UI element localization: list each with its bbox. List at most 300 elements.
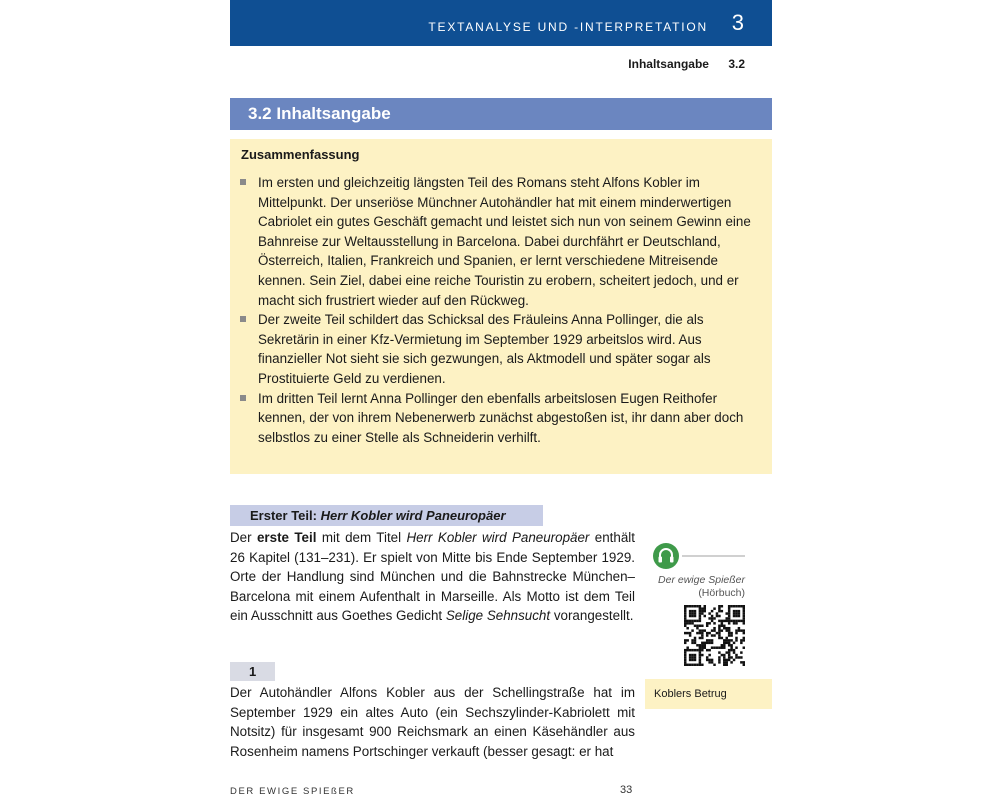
- qr-module: [723, 625, 725, 627]
- qr-module: [699, 654, 701, 656]
- qr-module: [721, 605, 723, 607]
- qr-module: [708, 622, 710, 624]
- qr-module: [730, 605, 732, 607]
- qr-module: [723, 659, 725, 661]
- qr-module: [735, 612, 737, 614]
- qr-module: [740, 656, 742, 658]
- qr-module: [686, 627, 688, 629]
- qr-module: [728, 644, 730, 646]
- qr-module: [691, 664, 693, 666]
- qr-module: [721, 654, 723, 656]
- qr-module: [696, 625, 698, 627]
- qr-module: [743, 607, 745, 609]
- part-title: Herr Kobler wird Paneuropäer: [320, 508, 506, 523]
- qr-module: [743, 646, 745, 648]
- qr-module: [711, 661, 713, 663]
- qr-module: [711, 646, 713, 648]
- qr-module: [689, 605, 691, 607]
- qr-module: [689, 659, 691, 661]
- qr-module: [701, 644, 703, 646]
- qr-module: [743, 610, 745, 612]
- summary-item-text: Im ersten und gleichzeitig längsten Teil des Romans steht Alfons Kobler im Mittelpunkt. Der unseriöse Münchner Autohändler hat mit einem minderwertigen Cabriolet ein gutes Geschäft gemacht und leistet sich nun von seinem Gewinn eine Bahnreise zur Weltausstellung in Barcelona. Dabei durchfährt er Deutschland, Österreich, Italien, Frankreich und Spanien, er lernt verschiedene Mitreisende kennen. Sein Ziel, dabei eine reiche Touristin zu erobern, scheitert jedoch, und er macht sich frustriert wieder auf den Rückweg.: [258, 175, 751, 308]
- margin-note: [645, 679, 772, 709]
- qr-module: [694, 654, 696, 656]
- qr-module: [711, 634, 713, 636]
- qr-module: [696, 644, 698, 646]
- qr-module: [686, 649, 688, 651]
- qr-module: [689, 634, 691, 636]
- qr-module: [701, 649, 703, 651]
- qr-module: [718, 605, 720, 607]
- qr-module: [718, 661, 720, 663]
- qr-module: [738, 656, 740, 658]
- qr-module: [730, 644, 732, 646]
- qr-module: [735, 654, 737, 656]
- qr-module: [699, 664, 701, 666]
- part-label: Erster Teil:: [250, 508, 317, 523]
- footer-book-title: DER EWIGE SPIEßER: [230, 786, 355, 797]
- qr-module: [699, 646, 701, 648]
- qr-module: [740, 620, 742, 622]
- qr-module: [743, 615, 745, 617]
- qr-module: [694, 649, 696, 651]
- qr-module: [686, 646, 688, 648]
- qr-module: [694, 625, 696, 627]
- qr-module: [733, 610, 735, 612]
- headphones-icon[interactable]: [653, 543, 679, 569]
- qr-module: [718, 627, 720, 629]
- qr-module: [689, 610, 691, 612]
- qr-module: [730, 646, 732, 648]
- qr-module: [735, 622, 737, 624]
- qr-module: [684, 615, 686, 617]
- qr-module: [706, 625, 708, 627]
- qr-module: [684, 649, 686, 651]
- qr-module: [730, 656, 732, 658]
- qr-module: [728, 651, 730, 653]
- qr-module: [699, 620, 701, 622]
- qr-module: [689, 649, 691, 651]
- qr-module: [684, 659, 686, 661]
- qr-module: [738, 610, 740, 612]
- qr-module: [721, 622, 723, 624]
- qr-module: [743, 620, 745, 622]
- qr-module: [684, 651, 686, 653]
- qr-module: [684, 642, 686, 644]
- qr-module: [725, 642, 727, 644]
- qr-module: [723, 656, 725, 658]
- qr-module: [743, 612, 745, 614]
- qr-module: [725, 620, 727, 622]
- qr-module: [725, 617, 727, 619]
- qr-module: [684, 605, 686, 607]
- qr-module: [691, 639, 693, 641]
- qr-module: [716, 632, 718, 634]
- qr-module: [716, 615, 718, 617]
- qr-module: [691, 605, 693, 607]
- qr-module: [699, 605, 701, 607]
- qr-module: [723, 620, 725, 622]
- qr-module: [686, 605, 688, 607]
- qr-module: [713, 646, 715, 648]
- qr-module: [735, 610, 737, 612]
- qr-module: [686, 639, 688, 641]
- qr-module: [740, 651, 742, 653]
- qr-module: [713, 617, 715, 619]
- qr-module: [730, 649, 732, 651]
- qr-module: [735, 632, 737, 634]
- qr-module: [740, 642, 742, 644]
- qr-module: [694, 642, 696, 644]
- qr-module: [701, 632, 703, 634]
- audio-title: Der ewige Spießer: [658, 574, 745, 586]
- qr-module: [721, 625, 723, 627]
- qr-module: [743, 637, 745, 639]
- qr-module: [699, 610, 701, 612]
- summary-item: [258, 389, 758, 448]
- qr-module: [735, 629, 737, 631]
- qr-module: [725, 629, 727, 631]
- qr-module: [689, 622, 691, 624]
- qr-module: [713, 664, 715, 666]
- qr-module: [733, 642, 735, 644]
- qr-module: [704, 642, 706, 644]
- qr-module: [699, 632, 701, 634]
- audio-subtitle: (Hörbuch): [698, 587, 745, 599]
- qr-module: [701, 610, 703, 612]
- chapter-title: TEXTANALYSE UND -INTERPRETATION: [428, 20, 708, 34]
- qr-module: [728, 639, 730, 641]
- qr-module: [728, 629, 730, 631]
- qr-module: [699, 629, 701, 631]
- qr-module: [728, 622, 730, 624]
- qr-module: [691, 612, 693, 614]
- qr-module: [743, 664, 745, 666]
- summary-item-text: Im dritten Teil lernt Anna Pollinger den ebenfalls arbeitslosen Eugen Reithofer kennen, der von ihrem Nebenerwerb zunächst abgestoßen ist, ihr dann aber doch selbstlos zu einer Stelle als Schneiderin verhilft.: [258, 390, 744, 445]
- qr-module: [740, 629, 742, 631]
- qr-module: [718, 656, 720, 658]
- qr-module: [725, 612, 727, 614]
- qr-module: [694, 620, 696, 622]
- qr-module: [694, 615, 696, 617]
- chapter-header-bar: [230, 0, 772, 46]
- qr-module: [718, 610, 720, 612]
- qr-module: [694, 659, 696, 661]
- qr-module: [718, 637, 720, 639]
- qr-module: [706, 649, 708, 651]
- qr-module: [701, 642, 703, 644]
- qr-module: [699, 644, 701, 646]
- qr-module: [735, 615, 737, 617]
- qr-module: [728, 654, 730, 656]
- qr-module: [728, 627, 730, 629]
- qr-module: [706, 639, 708, 641]
- qr-module: [733, 649, 735, 651]
- qr-module: [708, 617, 710, 619]
- qr-module: [728, 656, 730, 658]
- qr-module: [738, 615, 740, 617]
- qr-module: [701, 654, 703, 656]
- qr-module: [728, 620, 730, 622]
- qr-module: [684, 617, 686, 619]
- qr-module: [718, 615, 720, 617]
- qr-module: [728, 632, 730, 634]
- qr-module: [708, 649, 710, 651]
- qr-module: [684, 612, 686, 614]
- qr-module: [730, 620, 732, 622]
- qr-module: [701, 612, 703, 614]
- section-heading-band: [230, 98, 772, 130]
- qr-module: [684, 664, 686, 666]
- qr-module: [718, 651, 720, 653]
- qr-module: [723, 642, 725, 644]
- part-heading: [230, 505, 543, 526]
- qr-module: [708, 661, 710, 663]
- qr-module: [708, 639, 710, 641]
- qr-module: [728, 634, 730, 636]
- qr-module: [728, 605, 730, 607]
- qr-module: [730, 632, 732, 634]
- qr-module: [725, 664, 727, 666]
- qr-module: [691, 659, 693, 661]
- qr-module: [694, 656, 696, 658]
- qr-module: [699, 649, 701, 651]
- qr-module: [735, 639, 737, 641]
- qr-module: [689, 632, 691, 634]
- qr-module: [689, 615, 691, 617]
- qr-module: [694, 637, 696, 639]
- qr-module: [689, 654, 691, 656]
- running-head-label: Inhaltsangabe: [628, 57, 709, 71]
- qr-module: [743, 629, 745, 631]
- qr-module: [728, 610, 730, 612]
- qr-module: [738, 605, 740, 607]
- qr-module: [723, 644, 725, 646]
- qr-module: [708, 632, 710, 634]
- qr-module: [728, 649, 730, 651]
- qr-module: [684, 625, 686, 627]
- qr-module: [711, 659, 713, 661]
- qr-module: [699, 617, 701, 619]
- qr-module: [733, 659, 735, 661]
- qr-module: [691, 615, 693, 617]
- qr-module: [728, 607, 730, 609]
- qr-module: [691, 610, 693, 612]
- qr-module: [691, 629, 693, 631]
- qr-module: [706, 656, 708, 658]
- qr-module: [743, 617, 745, 619]
- qr-module: [686, 620, 688, 622]
- qr-module: [694, 612, 696, 614]
- square-bullet-icon: [240, 179, 246, 185]
- qr-module: [708, 642, 710, 644]
- qr-module: [706, 642, 708, 644]
- qr-module: [743, 622, 745, 624]
- qr-module: [691, 622, 693, 624]
- qr-module: [696, 627, 698, 629]
- chapter-paragraph: Der Autohändler Alfons Kobler aus der Schellingstraße hat im September 1929 ein altes Auto (ein Sechszylinder-Kabriolett mit Notsitz) für insgesamt 900 Reichsmark an einen Käsehändler aus Rosenheim namens Portschinger verkauft (besser gesagt: er hat: [230, 685, 635, 759]
- qr-module: [701, 637, 703, 639]
- qr-module: [699, 637, 701, 639]
- qr-module: [740, 605, 742, 607]
- qr-module: [713, 629, 715, 631]
- qr-module: [723, 627, 725, 629]
- qr-module: [684, 632, 686, 634]
- qr-module: [721, 629, 723, 631]
- qr-module: [725, 659, 727, 661]
- qr-module: [733, 615, 735, 617]
- qr-module: [708, 654, 710, 656]
- qr-module: [704, 615, 706, 617]
- qr-module: [725, 651, 727, 653]
- qr-module: [743, 661, 745, 663]
- qr-module: [716, 612, 718, 614]
- qr-module: [723, 664, 725, 666]
- qr-module: [721, 620, 723, 622]
- qr-module: [721, 644, 723, 646]
- qr-module: [689, 620, 691, 622]
- qr-module: [735, 620, 737, 622]
- qr-module: [725, 661, 727, 663]
- running-head-number: 3.2: [728, 57, 745, 71]
- qr-module: [684, 622, 686, 624]
- qr-module: [711, 615, 713, 617]
- qr-module: [711, 642, 713, 644]
- qr-module: [696, 620, 698, 622]
- qr-module: [711, 617, 713, 619]
- qr-module: [684, 639, 686, 641]
- summary-item: [258, 310, 758, 388]
- qr-module: [738, 629, 740, 631]
- qr-module: [684, 610, 686, 612]
- qr-module: [718, 659, 720, 661]
- emphasis-italic: Herr Kobler wird Paneuropäer: [406, 530, 590, 545]
- qr-module: [740, 661, 742, 663]
- qr-module: [738, 612, 740, 614]
- qr-module: [701, 664, 703, 666]
- qr-module: [723, 639, 725, 641]
- qr-module: [686, 664, 688, 666]
- qr-module: [718, 632, 720, 634]
- qr-module: [689, 664, 691, 666]
- qr-module: [718, 629, 720, 631]
- qr-code[interactable]: [684, 605, 745, 666]
- qr-module: [704, 629, 706, 631]
- qr-module: [728, 612, 730, 614]
- chapter-number: 3: [731, 10, 744, 35]
- qr-module: [711, 610, 713, 612]
- qr-module: [718, 634, 720, 636]
- qr-module: [725, 637, 727, 639]
- summary-item: [258, 173, 758, 310]
- qr-module: [733, 651, 735, 653]
- qr-module: [704, 607, 706, 609]
- qr-module: [701, 629, 703, 631]
- qr-module: [691, 649, 693, 651]
- qr-module: [728, 642, 730, 644]
- qr-module: [686, 632, 688, 634]
- qr-module: [694, 639, 696, 641]
- qr-module: [713, 627, 715, 629]
- qr-module: [696, 664, 698, 666]
- qr-module: [735, 646, 737, 648]
- page-number: 33: [620, 784, 633, 796]
- qr-module: [735, 605, 737, 607]
- qr-module: [696, 605, 698, 607]
- qr-module: [691, 642, 693, 644]
- qr-module: [699, 625, 701, 627]
- qr-module: [718, 625, 720, 627]
- qr-module: [706, 632, 708, 634]
- qr-module: [686, 622, 688, 624]
- qr-module: [704, 605, 706, 607]
- qr-module: [706, 634, 708, 636]
- qr-module: [716, 646, 718, 648]
- qr-module: [691, 620, 693, 622]
- qr-module: [713, 634, 715, 636]
- emphasis-italic: Selige Sehnsucht: [445, 608, 551, 624]
- running-head: [600, 57, 745, 71]
- qr-module: [743, 632, 745, 634]
- qr-module: [721, 610, 723, 612]
- qr-module: [718, 646, 720, 648]
- summary-item-text: Der zweite Teil schildert das Schicksal des Fräuleins Anna Pollinger, die als Sekretärin in einer Kfz-Vermietung im September 1929 arbeitslos wird. Aus finanzieller Not sieht sie sich gezwungen, als Aktmodell und später sogar als Prostituierte Geld zu verdienen.: [258, 312, 711, 386]
- qr-module: [704, 610, 706, 612]
- qr-module: [711, 639, 713, 641]
- qr-module: [684, 661, 686, 663]
- qr-module: [743, 639, 745, 641]
- qr-module: [723, 654, 725, 656]
- audio-divider: [682, 555, 745, 557]
- qr-module: [704, 646, 706, 648]
- qr-module: [721, 637, 723, 639]
- qr-module: [689, 656, 691, 658]
- section-title: 3.2 Inhaltsangabe: [248, 104, 391, 123]
- qr-module: [733, 622, 735, 624]
- chapter-number-badge: 1: [230, 662, 275, 681]
- qr-module: [718, 620, 720, 622]
- part-intro-paragraph: Der erste Teil mit dem Titel Herr Kobler wird Paneuropäer enthält 26 Kapitel (131–231). Er spielt von Mitte bis Ende September 1929. Orte der Handlung sind München und die Bahnstrecke München–Barcelona mit einem Aufenthalt in Marseille. Als Motto ist dem Teil ein Ausschnitt aus Goethes Gedicht Selige Sehnsucht vorangestellt.: [230, 530, 635, 624]
- qr-module: [735, 637, 737, 639]
- qr-module: [696, 632, 698, 634]
- qr-module: [730, 661, 732, 663]
- qr-module: [684, 620, 686, 622]
- square-bullet-icon: [240, 395, 246, 401]
- qr-module: [708, 659, 710, 661]
- qr-module: [701, 634, 703, 636]
- qr-module: [696, 649, 698, 651]
- qr-module: [694, 605, 696, 607]
- qr-module: [735, 656, 737, 658]
- qr-module: [740, 639, 742, 641]
- qr-module: [699, 656, 701, 658]
- qr-module: [730, 639, 732, 641]
- qr-module: [738, 627, 740, 629]
- qr-module: [723, 661, 725, 663]
- qr-module: [721, 646, 723, 648]
- qr-module: [684, 656, 686, 658]
- qr-module: [699, 607, 701, 609]
- summary-heading: Zusammenfassung: [241, 147, 360, 162]
- qr-module: [694, 664, 696, 666]
- qr-module: [733, 605, 735, 607]
- qr-module: [730, 634, 732, 636]
- qr-module: [708, 612, 710, 614]
- qr-module: [699, 615, 701, 617]
- qr-module: [728, 617, 730, 619]
- qr-module: [733, 620, 735, 622]
- qr-module: [711, 629, 713, 631]
